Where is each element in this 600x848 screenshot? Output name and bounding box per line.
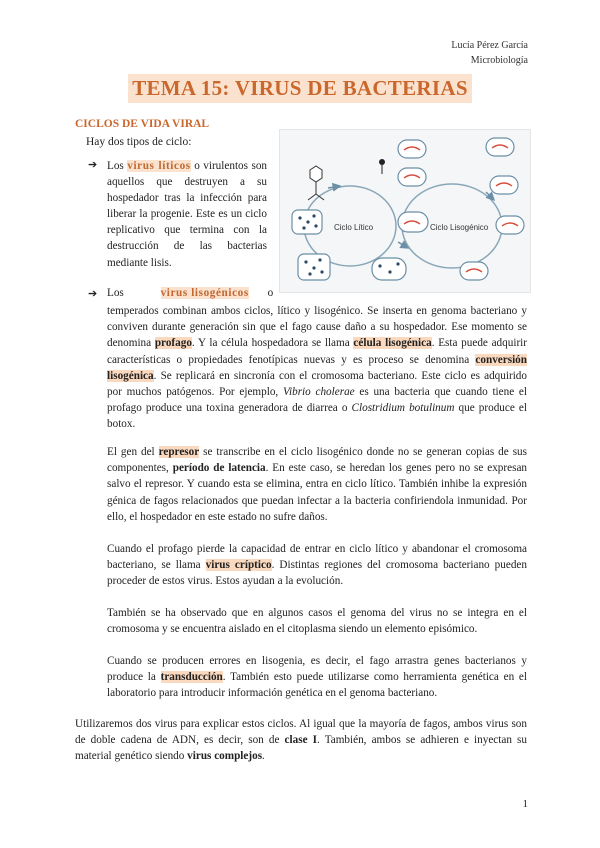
bullet-lysogenic-body: temperados combinan ambos ciclos, lítico y lisogénico. Se inserta en genoma bacteriano y conviven durante generación sin que el fago cause daño a su hospedador. Ese momento se denomina profago. Y la célula hospedadora se llama célula lisogénica. Esta puede adquirir características o propiedades fenotípicas nuevas y es proceso se denomina conversión lisogénica. Se replicará en sincronía con el cromosoma bacteriano. Este ciclo es adquirido por muchos patógenos. Por ejemplo, Vibrio cholerae es una bacteria que cuando tiene el profago produce una toxina generadora de diarrea o Clostridium botulinum que produce el botox. bbox=[107, 305, 528, 431]
species-clostridium: Clostridium botulinum bbox=[351, 402, 455, 415]
intro-text: Hay dos tipos de ciclo: bbox=[86, 136, 192, 148]
bullet-arrow-icon: ➔ bbox=[88, 159, 98, 171]
bullet-lysogenic-head: Los virus lisogénicos o bbox=[107, 287, 274, 299]
page-number: 1 bbox=[522, 798, 528, 810]
paragraph-episomico: También se ha observado que en algunos casos el genoma del virus no se integra en el cromosoma y se encuentra aislado en el citoplasma siendo un elemento episómico. bbox=[107, 607, 527, 636]
term-lysogenic: virus lisogénicos bbox=[160, 287, 249, 299]
term-clase-i: clase I bbox=[284, 734, 317, 747]
term-virus-complejos: virus complejos bbox=[187, 750, 263, 763]
page-header bbox=[451, 38, 528, 68]
term-represor: represor bbox=[158, 446, 200, 458]
paragraph-represor: El gen del represor se transcribe en el ciclo lisogénico donde no se generan copias de sus componentes, período de latencia. En este caso, se heredan los genes pero no se expresan salvo el represor. Y cuando esta se elimina, entra en ciclo lítico. También inhibe la expresión génica de fagos relacionados que puedan infectar a la bacteria confiriendola inmunidad. Por ello, el hospedador en este estado no sufre daños. bbox=[107, 446, 527, 523]
section-title: CICLOS DE VIDA VIRAL bbox=[75, 118, 210, 130]
term-transduccion: transducción bbox=[160, 671, 223, 684]
term-virus-criptico: virus críptico bbox=[205, 559, 272, 572]
lifecycle-diagram bbox=[279, 129, 531, 293]
term-celula-lisogenica: célula lisogénica bbox=[353, 337, 432, 350]
page-title bbox=[0, 74, 600, 103]
bullet-arrow-icon: ➔ bbox=[88, 288, 98, 300]
label-lytic: Ciclo Lítico bbox=[334, 223, 374, 232]
term-lytic: virus líticos bbox=[127, 160, 191, 172]
author-name: Lucía Pérez García bbox=[451, 40, 528, 51]
species-vibrio: Vibrio cholerae bbox=[282, 386, 355, 399]
subject-name: Microbiología bbox=[470, 55, 528, 66]
title-text: TEMA 15: VIRUS DE BACTERIAS bbox=[128, 74, 472, 103]
term-profago: profago bbox=[154, 337, 192, 350]
paragraph-transduccion: Cuando se producen errores en lisogenia, es decir, el fago arrastra genes bacterianos y produce la transducción. También esto puede utilizarse como herramienta genética en el laboratorio para introducir información genética en el genoma bacteriano. bbox=[107, 655, 527, 700]
paragraph-criptico: Cuando el profago pierde la capacidad de entrar en ciclo lítico y abandonar el cromosoma bacteriano, se llama virus críptico. Distintas regiones del cromosoma bacteriano pueden proceder de estos virus. Estos ayudan a la evolución. bbox=[107, 543, 527, 588]
bullet-lytic: Los virus líticos o virulentos son aquellos que destruyen a su hospedador tras la infección para liberar la progenie. Este es un ciclo replicativo que termina con la destrucción de las bacterias mediante lisis. bbox=[107, 160, 268, 269]
term-conversion-lisogenica: conversión lisogénica bbox=[107, 353, 527, 382]
lifecycle-svg bbox=[280, 130, 530, 292]
term-periodo-latencia: período de latencia bbox=[172, 462, 266, 475]
paragraph-final: Utilizaremos dos virus para explicar estos ciclos. Al igual que la mayoría de fagos, ambos virus son de doble cadena de ADN, es decir, son de clase I. También, ambos se adhieren e inyectan su material genético siendo virus complejos. bbox=[75, 718, 527, 763]
label-lysogenic: Ciclo Lisogénico bbox=[430, 223, 489, 232]
